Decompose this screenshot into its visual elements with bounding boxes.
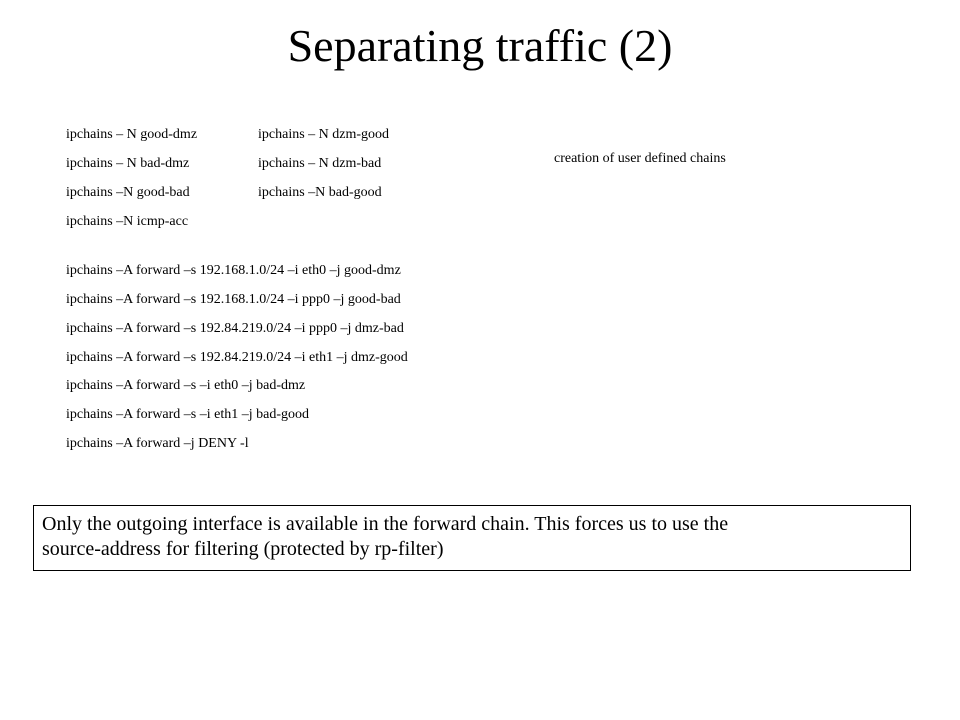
forward-rule: ipchains –A forward –s 192.84.219.0/24 –i ppp0 –j dmz-bad: [66, 321, 404, 336]
note-callout-box: [33, 505, 911, 571]
chain-command: ipchains –N icmp-acc: [66, 214, 189, 229]
chain-creation-annotation: creation of user defined chains: [554, 151, 726, 166]
note-line: source-address for filtering (protected by rp-filter): [42, 538, 444, 560]
note-line: Only the outgoing interface is available in the forward chain. This forces us to use the: [42, 513, 729, 535]
chain-command: ipchains –N bad-good: [258, 185, 382, 200]
chain-command: ipchains – N good-dmz: [66, 127, 198, 142]
forward-rule: ipchains –A forward –s 192.168.1.0/24 –i ppp0 –j good-bad: [66, 292, 401, 307]
forward-rule: ipchains –A forward –s –i eth1 –j bad-good: [66, 407, 310, 422]
chain-command: ipchains – N dzm-good: [258, 127, 390, 142]
chain-command: ipchains – N bad-dmz: [66, 156, 190, 171]
slide-title: Separating traffic (2): [287, 20, 673, 71]
chain-command: ipchains – N dzm-bad: [258, 156, 382, 171]
forward-rule: ipchains –A forward –j DENY -l: [66, 436, 249, 451]
forward-rule: ipchains –A forward –s 192.168.1.0/24 –i eth0 –j good-dmz: [66, 263, 401, 278]
forward-rule: ipchains –A forward –s –i eth0 –j bad-dmz: [66, 378, 306, 393]
chain-command: ipchains –N good-bad: [66, 185, 190, 200]
forward-rule: ipchains –A forward –s 192.84.219.0/24 –i eth1 –j dmz-good: [66, 350, 408, 365]
